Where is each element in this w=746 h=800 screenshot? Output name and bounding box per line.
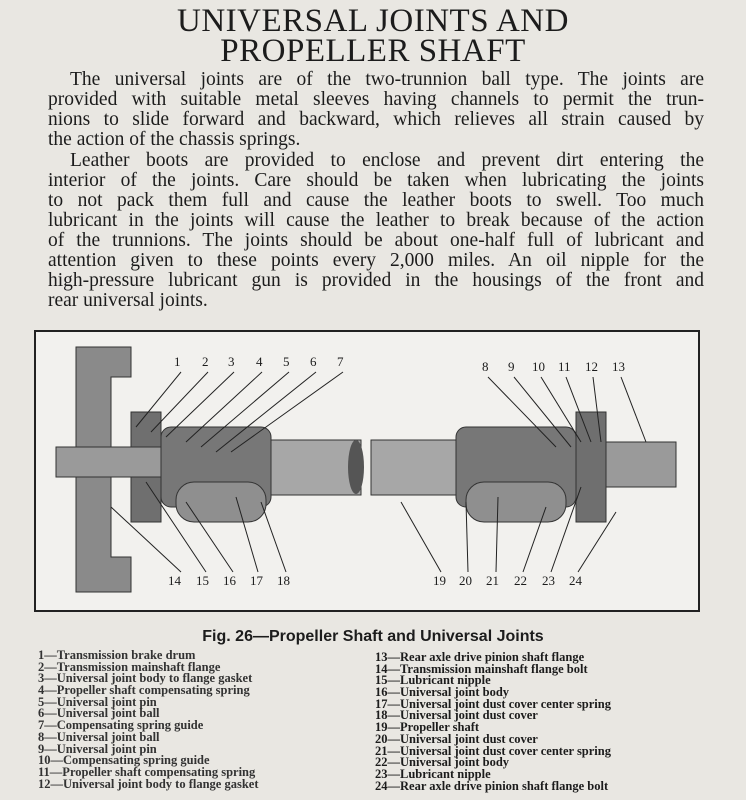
callout-16: 16 — [223, 573, 236, 588]
propeller-shaft-diagram — [34, 330, 700, 612]
callout-2: 2 — [202, 354, 209, 369]
legend-item: 15—Lubricant nipple — [375, 673, 491, 688]
callout-24: 24 — [569, 573, 582, 588]
callout-22: 22 — [514, 573, 527, 588]
legend-item: 4—Propeller shaft compensating spring — [38, 683, 250, 698]
legend-item: 11—Propeller shaft compensating spring — [38, 764, 256, 779]
text-line: nions to slide forward and backward, which relieves all strain caused by — [48, 109, 704, 130]
legend-item: 13—Rear axle drive pinion shaft flange — [375, 650, 585, 664]
text-line: the action of the chassis springs. — [48, 129, 301, 150]
page-title-line-1: UNIVERSAL JOINTS AND — [177, 3, 569, 39]
callout-7: 7 — [337, 354, 344, 369]
callout-15: 15 — [196, 573, 209, 588]
callout-20: 20 — [459, 573, 472, 588]
callout-21: 21 — [486, 573, 499, 588]
legend-item: 18—Universal joint dust cover — [375, 708, 538, 723]
callout-17: 17 — [250, 573, 263, 588]
legend-right-column — [375, 652, 611, 792]
legend-item: 24—Rear axle drive pinion shaft flange bolt — [375, 778, 609, 793]
text-line: to not pack them full and cause the leather boots to swell. Too much — [48, 190, 704, 211]
legend-item: 22—Universal joint body — [375, 755, 510, 770]
callout-10: 10 — [532, 359, 545, 374]
legend-item: 6—Universal joint ball — [38, 706, 160, 721]
callout-4: 4 — [256, 354, 263, 369]
text-line: high-pressure lubricant gun is provided in the housings of the front and — [48, 270, 704, 291]
diagram-drawing — [36, 332, 698, 610]
callout-18: 18 — [277, 573, 290, 588]
callout-14: 14 — [168, 573, 181, 588]
text-line: interior of the joints. Care should be taken when lubricating the joints — [48, 170, 704, 191]
callout-12: 12 — [585, 359, 598, 374]
text-line: The universal joints are of the two-trunnion ball type. The joints are — [70, 69, 704, 90]
legend-item: 1—Transmission brake drum — [38, 648, 196, 662]
legend-item: 10—Compensating spring guide — [38, 753, 210, 768]
legend-item: 5—Universal joint pin — [38, 694, 157, 709]
text-line: of the trunnions. The joints should be about one-half full of lubricant and — [48, 230, 704, 251]
callout-3: 3 — [228, 354, 235, 369]
legend-left-column — [38, 650, 259, 790]
callout-8: 8 — [482, 359, 489, 374]
text-line: Leather boots are provided to enclose and prevent dirt entering the — [70, 150, 704, 171]
callout-5: 5 — [283, 354, 290, 369]
figure-caption: Fig. 26—Propeller Shaft and Universal Joints — [202, 628, 544, 645]
text-line: provided with suitable metal sleeves having channels to permit the trun- — [48, 89, 704, 110]
legend-item: 9—Universal joint pin — [38, 741, 157, 756]
callout-6: 6 — [310, 354, 317, 369]
text-line: lubricant in the joints will cause the leather to break because of the action — [48, 210, 704, 231]
callout-23: 23 — [542, 573, 555, 588]
callout-11: 11 — [558, 359, 571, 374]
legend-item: 19—Propeller shaft — [375, 720, 480, 735]
page-title-line-2: PROPELLER SHAFT — [220, 33, 526, 69]
legend-item: 17—Universal joint dust cover center spring — [375, 696, 611, 711]
callout-1: 1 — [174, 354, 181, 369]
legend-item: 3—Universal joint body to flange gasket — [38, 671, 253, 686]
legend-item: 16—Universal joint body — [375, 685, 510, 700]
legend-item: 14—Transmission mainshaft flange bolt — [375, 661, 588, 676]
callout-13: 13 — [612, 359, 625, 374]
legend-item: 7—Compensating spring guide — [38, 718, 204, 733]
callout-9: 9 — [508, 359, 515, 374]
legend-item: 23—Lubricant nipple — [375, 766, 491, 781]
legend-item: 20—Universal joint dust cover — [375, 731, 538, 746]
text-line: rear universal joints. — [48, 290, 208, 311]
text-line: attention given to these points every 2,000 miles. An oil nipple for the — [48, 250, 704, 271]
legend-item: 8—Universal joint ball — [38, 729, 160, 744]
legend-item: 21—Universal joint dust cover center spring — [375, 743, 611, 758]
legend-item: 2—Transmission mainshaft flange — [38, 659, 221, 674]
callout-19: 19 — [433, 573, 446, 588]
legend-item: 12—Universal joint body to flange gasket — [38, 776, 259, 791]
